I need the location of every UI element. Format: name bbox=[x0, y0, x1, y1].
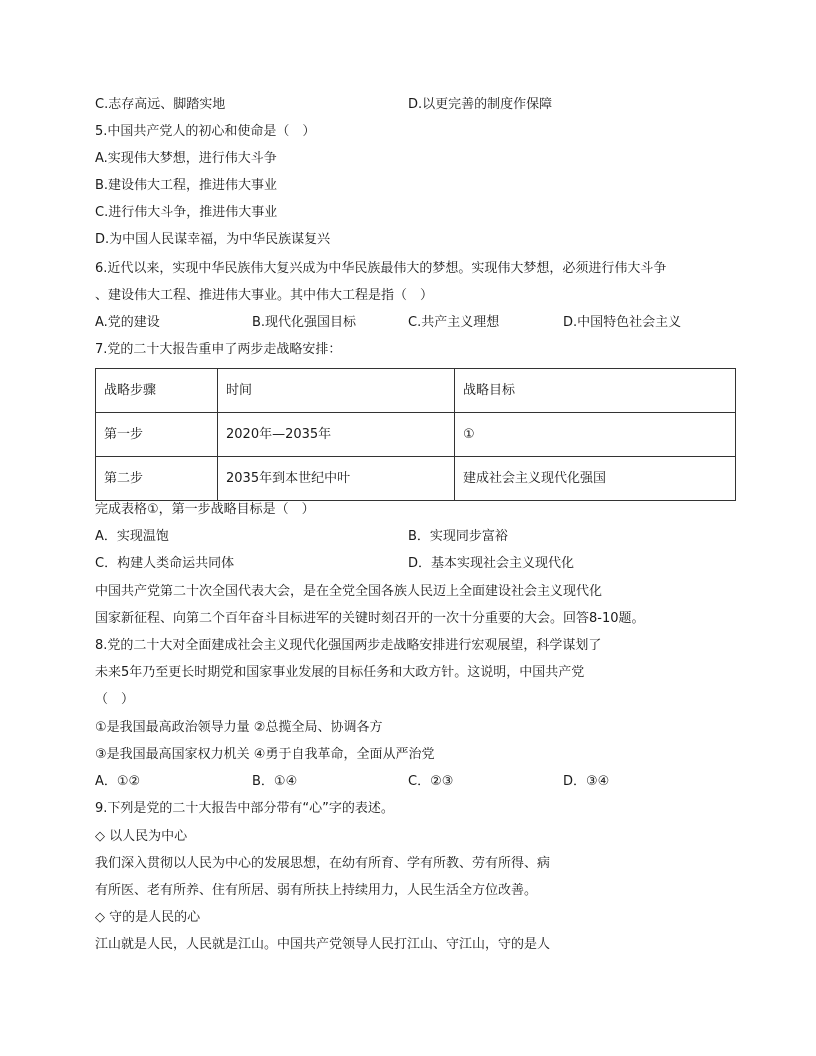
q9-heading-1: ◇ 以人民为中心 bbox=[95, 829, 188, 844]
q7-option-b: B．实现同步富裕 bbox=[408, 529, 508, 544]
q6-option-a: A.党的建设 bbox=[95, 315, 160, 330]
table-header-cell: 战略目标 bbox=[455, 369, 736, 413]
q9-stem: 9.下列是党的二十大报告中部分带有“心”字的表述。 bbox=[95, 801, 394, 816]
q9-paragraph2-line1: 江山就是人民，人民就是江山。中国共产党领导人民打江山、守江山，守的是人 bbox=[95, 937, 551, 952]
q7-option-a: A．实现温饱 bbox=[95, 529, 169, 544]
q8-option-b: B．①④ bbox=[252, 774, 298, 789]
table-header-cell: 战略步骤 bbox=[96, 369, 218, 413]
intro-paragraph-line2: 国家新征程、向第二个百年奋斗目标进军的关键时刻召开的一次十分重要的大会。回答8-10题。 bbox=[95, 611, 645, 626]
q5-option-c: C.进行伟大斗争，推进伟大事业 bbox=[95, 205, 278, 220]
q6-option-c: C.共产主义理想 bbox=[408, 315, 500, 330]
q5-option-b: B.建设伟大工程，推进伟大事业 bbox=[95, 178, 278, 193]
q9-paragraph1-line2: 有所医、老有所养、住有所居、弱有所扶上持续用力，人民生活全方位改善。 bbox=[95, 883, 538, 898]
table-cell: 建成社会主义现代化强国 bbox=[455, 457, 736, 501]
table-cell: 2035年到本世纪中叶 bbox=[218, 457, 455, 501]
q4-option-d: D.以更完善的制度作保障 bbox=[408, 97, 553, 112]
strategy-table bbox=[95, 368, 736, 501]
table-row bbox=[96, 457, 736, 501]
q7-option-d: D．基本实现社会主义现代化 bbox=[408, 556, 575, 571]
q7-stem: 7.党的二十大报告重申了两步走战略安排： bbox=[95, 342, 342, 357]
q6-option-d: D.中国特色社会主义 bbox=[563, 315, 682, 330]
q7-option-c: C．构建人类命运共同体 bbox=[95, 556, 235, 571]
q9-paragraph1-line1: 我们深入贯彻以人民为中心的发展思想，在幼有所育、学有所教、劳有所得、病 bbox=[95, 856, 551, 871]
table-header-cell: 时间 bbox=[218, 369, 455, 413]
table-cell: 第二步 bbox=[96, 457, 218, 501]
table-cell: 第一步 bbox=[96, 413, 218, 457]
q5-option-d: D.为中国人民谋幸福，为中华民族谋复兴 bbox=[95, 232, 331, 247]
intro-paragraph-line1: 中国共产党第二十次全国代表大会，是在全党全国各族人民迈上全面建设社会主义现代化 bbox=[95, 584, 603, 599]
table-row bbox=[96, 413, 736, 457]
table-cell: ① bbox=[455, 413, 736, 457]
q6-stem-line2: 、建设伟大工程、推进伟大事业。其中伟大工程是指（ ） bbox=[95, 288, 434, 303]
q5-stem: 5.中国共产党人的初心和使命是（ ） bbox=[95, 124, 316, 139]
q6-stem-line1: 6.近代以来，实现中华民族伟大复兴成为中华民族最伟大的梦想。实现伟大梦想，必须进行伟大斗争 bbox=[95, 261, 667, 276]
q8-items-line2: ③是我国最高国家权力机关 ④勇于自我革命，全面从严治党 bbox=[95, 747, 435, 762]
table-header-row bbox=[96, 369, 736, 413]
q8-stem-line3: （ ） bbox=[95, 692, 135, 707]
q8-option-c: C．②③ bbox=[408, 774, 454, 789]
q5-option-a: A.实现伟大梦想，进行伟大斗争 bbox=[95, 151, 277, 166]
q8-option-a: A．①② bbox=[95, 774, 141, 789]
table-cell: 2020年—2035年 bbox=[218, 413, 455, 457]
q8-items-line1: ①是我国最高政治领导力量 ②总揽全局、协调各方 bbox=[95, 720, 383, 735]
q8-stem-line2: 未来5年乃至更长时期党和国家事业发展的目标任务和大政方针。这说明，中国共产党 bbox=[95, 665, 585, 680]
q9-heading-2: ◇ 守的是人民的心 bbox=[95, 910, 201, 925]
q7-prompt: 完成表格①，第一步战略目标是（ ） bbox=[95, 502, 315, 517]
q4-option-c: C.志存高远、脚踏实地 bbox=[95, 97, 226, 112]
q8-stem-line1: 8.党的二十大对全面建成社会主义现代化强国两步走战略安排进行宏观展望，科学谋划了 bbox=[95, 638, 602, 653]
q6-option-b: B.现代化强国目标 bbox=[252, 315, 357, 330]
q8-option-d: D．③④ bbox=[563, 774, 610, 789]
